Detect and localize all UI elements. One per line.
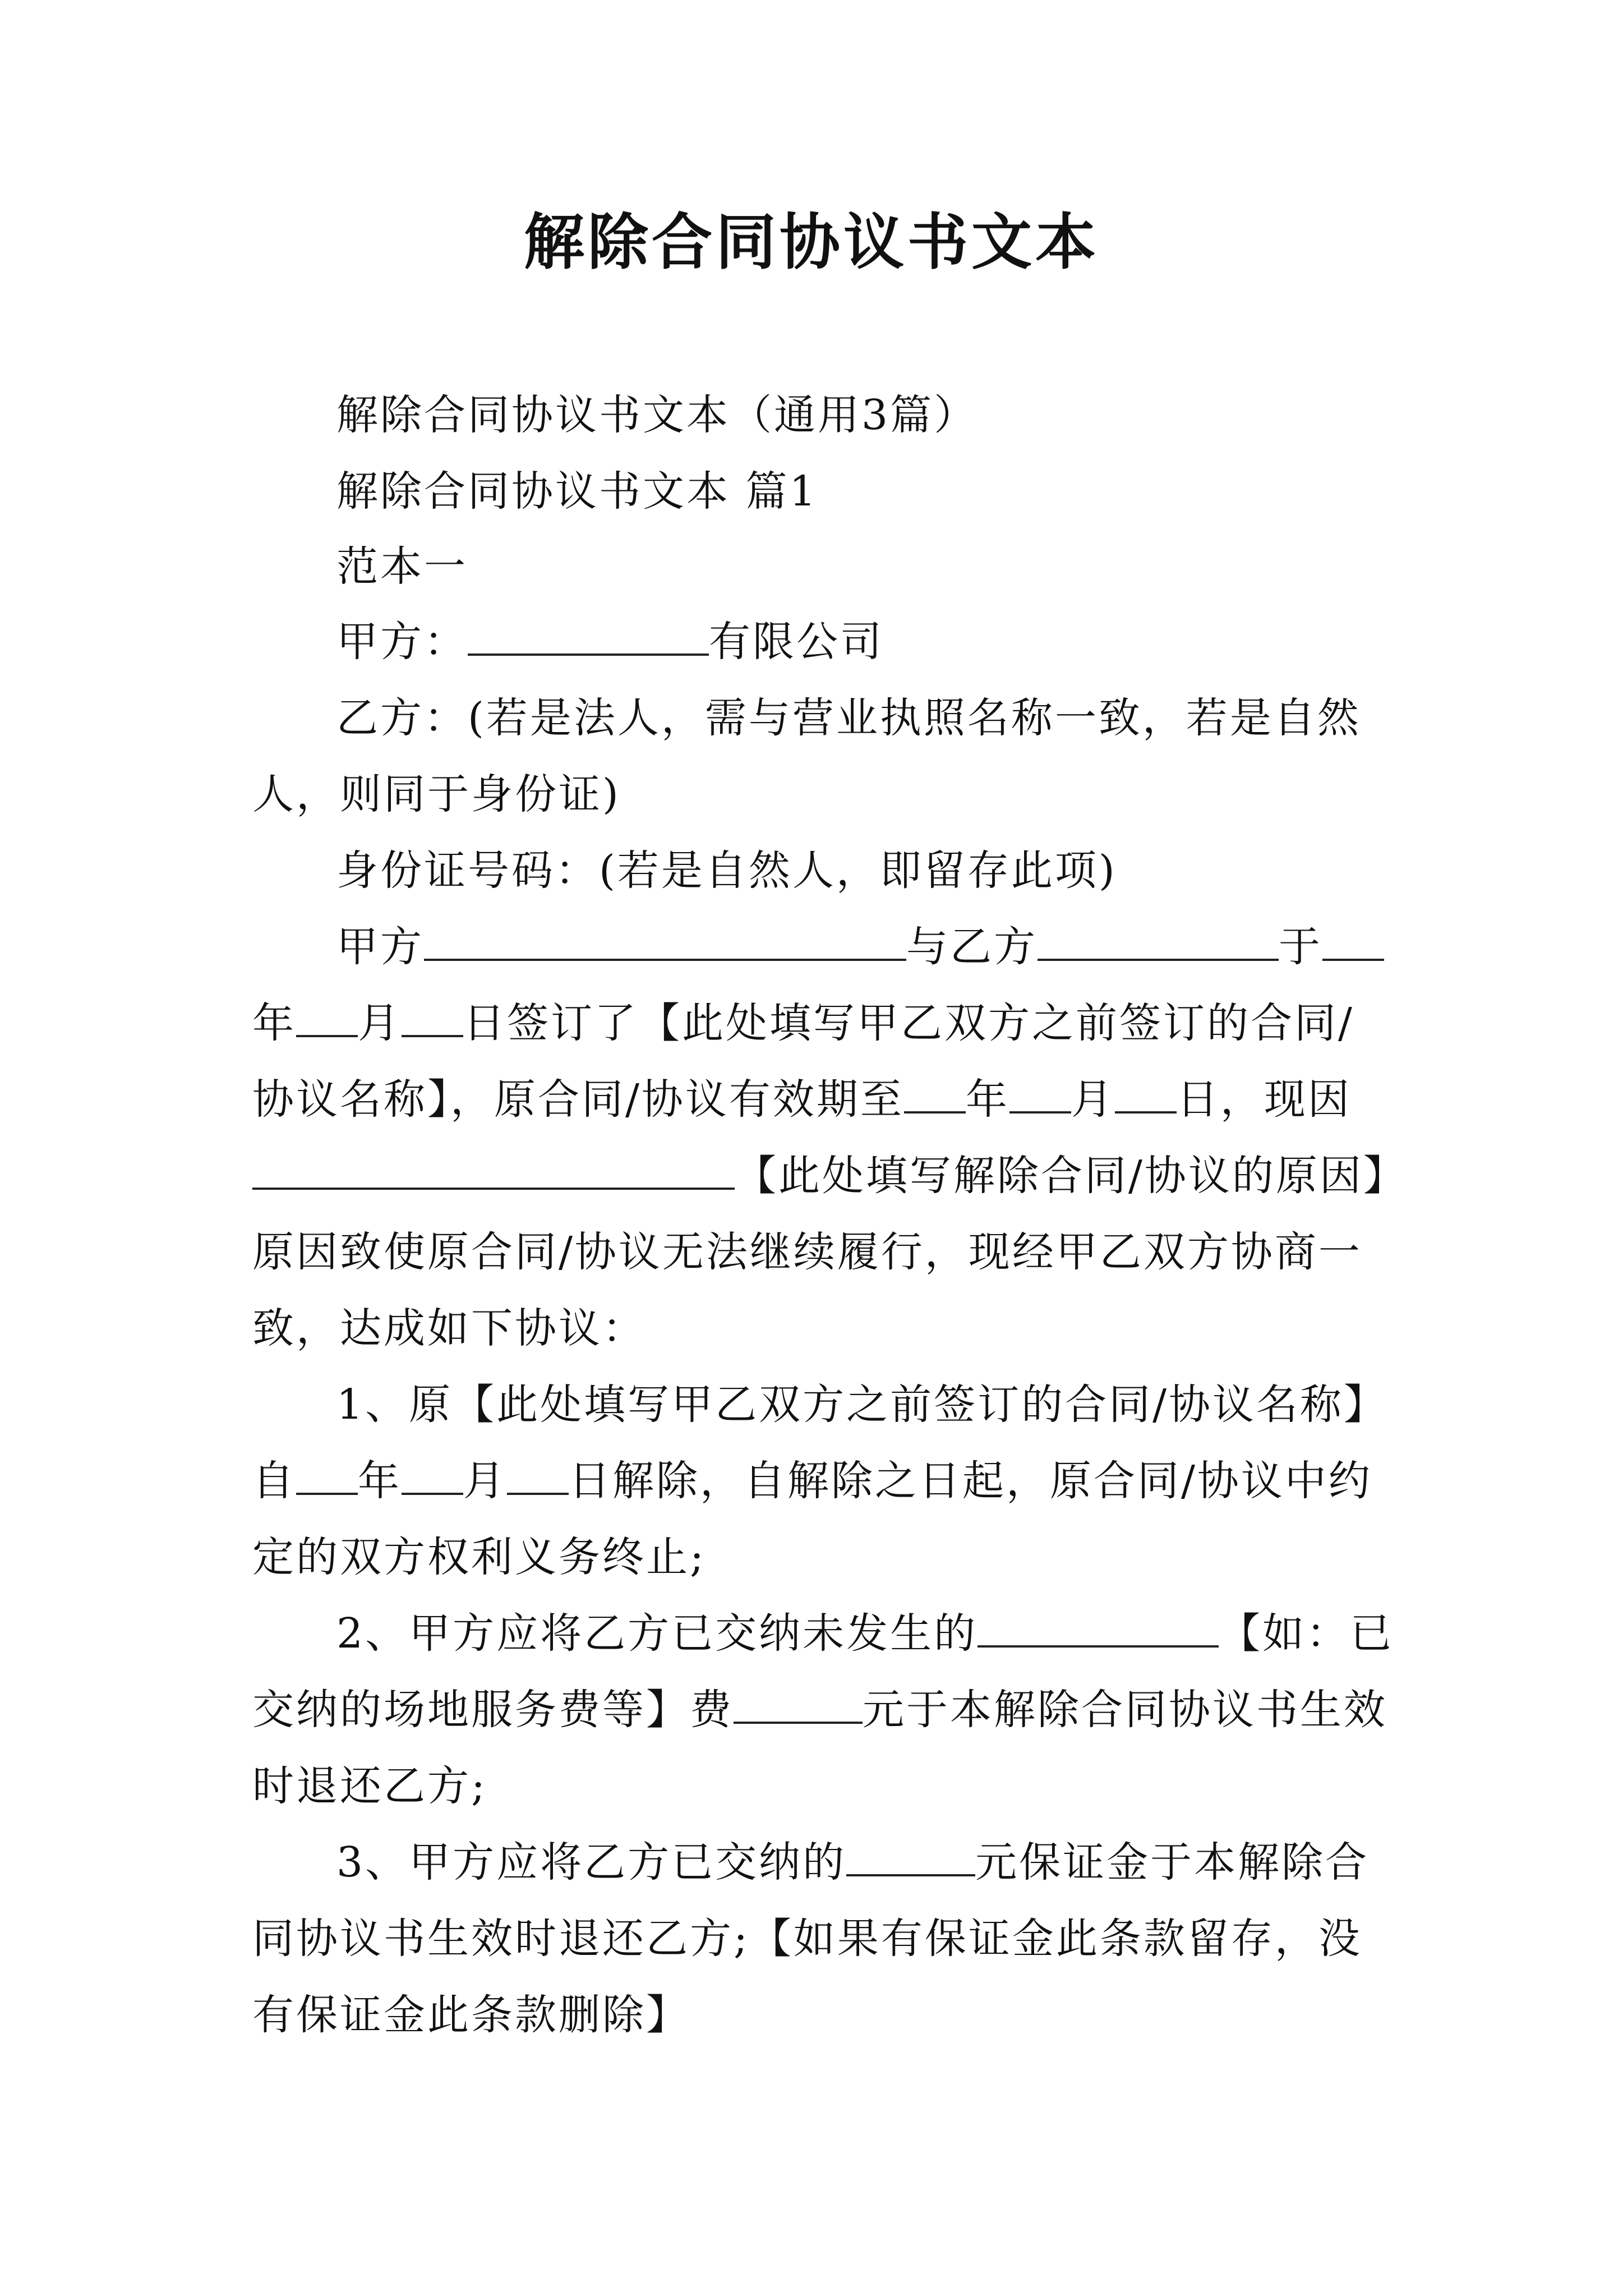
blank-field[interactable] xyxy=(978,1607,1219,1648)
text: 时退还乙方; xyxy=(252,1762,487,1810)
text: 年 xyxy=(965,1075,1009,1124)
text: 协议名称】，原合同/协议有效期至 xyxy=(252,1075,904,1124)
text: 元于本解除合同协议书生效 xyxy=(863,1686,1387,1734)
blank-field[interactable] xyxy=(468,615,709,656)
blank-field[interactable] xyxy=(846,1836,975,1876)
paragraph-line xyxy=(252,1224,1374,1280)
clause-2-line xyxy=(336,1605,1458,1662)
text: 日解除，自解除之日起，原合同/协议中约 xyxy=(569,1457,1372,1505)
blank-field[interactable] xyxy=(402,1455,463,1495)
blank-field[interactable] xyxy=(1009,1073,1071,1114)
id-number-line xyxy=(336,843,1458,899)
blank-field[interactable] xyxy=(904,1073,966,1114)
text: 定的双方权利义务终止; xyxy=(252,1533,706,1581)
blank-field[interactable] xyxy=(507,1455,569,1495)
clause-1-line xyxy=(336,1377,1458,1433)
text: 元保证金于本解除合 xyxy=(975,1838,1370,1887)
text: 解除合同协议书文本（通用3篇） xyxy=(336,391,978,439)
text: 【如：已 xyxy=(1219,1609,1394,1658)
paragraph-line xyxy=(252,1758,1374,1814)
text: 1、原【此处填写甲乙双方之前签订的合同/协议名称】 xyxy=(336,1381,1388,1429)
text: 2、甲方应将乙方已交纳未发生的 xyxy=(336,1609,978,1658)
text: 身份证号码：(若是自然人，即留存此项) xyxy=(336,846,1117,895)
text: 年 xyxy=(252,999,296,1047)
text: 自 xyxy=(252,1457,296,1505)
subtitle-line xyxy=(336,387,1458,443)
blank-field[interactable] xyxy=(424,921,906,961)
text: 于 xyxy=(1279,923,1322,971)
blank-field[interactable] xyxy=(734,1683,863,1724)
party-b-line xyxy=(336,690,1458,746)
blank-field[interactable] xyxy=(296,997,358,1037)
text: 日签订了【此处填写甲乙双方之前签订的合同/ xyxy=(463,999,1354,1047)
paragraph-line xyxy=(252,1682,1387,1738)
text: 年 xyxy=(358,1457,402,1505)
text: 甲方： xyxy=(336,618,468,666)
text: 【此处填写解除合同/协议的原因】 xyxy=(735,1152,1407,1200)
text: 月 xyxy=(1071,1075,1115,1124)
paragraph-line xyxy=(252,1911,1374,1967)
text: 日，现因 xyxy=(1176,1075,1352,1124)
text: 月 xyxy=(463,1457,507,1505)
blank-field[interactable] xyxy=(1115,1073,1177,1114)
paragraph-line xyxy=(252,1987,1374,2043)
text: 范本一 xyxy=(336,542,468,591)
paragraph-line xyxy=(336,919,1458,975)
blank-field[interactable] xyxy=(1038,921,1279,961)
text: 有保证金此条款删除】 xyxy=(252,1991,690,2039)
text: 月 xyxy=(358,999,402,1047)
clause-3-line xyxy=(336,1834,1458,1890)
paragraph-line xyxy=(252,1148,1407,1204)
text: 有限公司 xyxy=(709,618,884,666)
text: 3、甲方应将乙方已交纳的 xyxy=(336,1838,847,1887)
paragraph-line xyxy=(252,995,1374,1051)
paragraph-line xyxy=(252,1453,1374,1509)
text: 解除合同协议书文本 篇1 xyxy=(336,467,818,516)
paragraph-line xyxy=(252,1529,1374,1585)
blank-field[interactable] xyxy=(252,1149,735,1190)
paragraph-line xyxy=(252,1300,1374,1356)
party-a-line xyxy=(336,614,1458,670)
text: 交纳的场地服务费等】费 xyxy=(252,1686,734,1734)
text: 甲方 xyxy=(336,923,424,971)
blank-field[interactable] xyxy=(1322,921,1384,961)
paragraph-line xyxy=(252,1071,1374,1128)
paragraph-line xyxy=(252,766,1374,822)
document-title: 解除合同协议书文本 xyxy=(523,207,1099,278)
text: 人，则同于身份证) xyxy=(252,770,621,818)
text: 原因致使原合同/协议无法继续履行，现经甲乙双方协商一 xyxy=(252,1228,1362,1276)
text: 与乙方 xyxy=(906,923,1038,971)
template-label xyxy=(336,539,1458,595)
text: 同协议书生效时退还乙方;【如果有保证金此条款留存，没 xyxy=(252,1915,1362,1963)
blank-field[interactable] xyxy=(296,1455,358,1495)
blank-field[interactable] xyxy=(402,997,463,1037)
section-heading xyxy=(336,463,1458,519)
text: 致，达成如下协议： xyxy=(252,1304,646,1352)
text: 乙方：(若是法人，需与营业执照名称一致，若是自然 xyxy=(336,694,1361,742)
